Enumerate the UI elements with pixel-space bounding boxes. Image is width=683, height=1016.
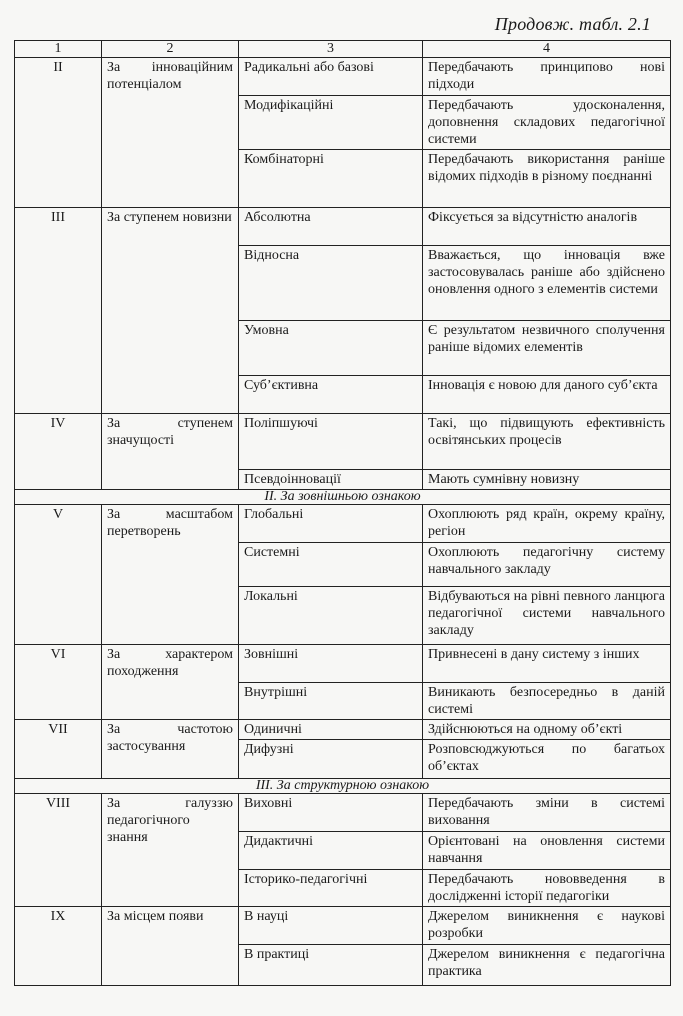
innovation-type: Умовна [239, 321, 423, 376]
innovation-type: Одиничні [239, 720, 423, 740]
innovation-description: Є результатом незвичного сполучення раніше відомих елементів [423, 321, 671, 376]
innovation-type: Абсолютна [239, 208, 423, 246]
innovation-description: Передбачають використання раніше відомих підходів в різному поєднанні [423, 150, 671, 208]
innovation-classification-table [14, 40, 671, 986]
section-heading-row [15, 779, 671, 794]
column-header-2: 2 [102, 41, 239, 58]
table-row [15, 414, 671, 470]
innovation-type: Псевдоінновації [239, 470, 423, 490]
classification-criterion: За частотою застосування [102, 720, 239, 779]
innovation-description: Передбачають нововведення в дослідженні історії педагогіки [423, 870, 671, 907]
classification-criterion: За місцем появи [102, 907, 239, 986]
innovation-description: Мають сумнівну новизну [423, 470, 671, 490]
innovation-description: Охоплюють ряд країн, окрему країну, регіон [423, 505, 671, 543]
classification-criterion: За галуззю педагогічного знання [102, 794, 239, 907]
table-row [15, 505, 671, 543]
innovation-type: В науці [239, 907, 423, 945]
innovation-description: Передбачають зміни в системі виховання [423, 794, 671, 832]
group-number: IV [15, 414, 102, 490]
section-heading: II. За зовнішньою ознакою [15, 490, 671, 505]
innovation-description: Передбачають удосконалення, доповнення складових педагогічної системи [423, 96, 671, 150]
innovation-type: Системні [239, 543, 423, 587]
innovation-type: Відносна [239, 246, 423, 321]
innovation-description: Вважається, що інновація вже застосовувалась раніше або здійснено оновлення одного з елементів системи [423, 246, 671, 321]
innovation-description: Розповсюджуються по багатьох об’єктах [423, 740, 671, 779]
group-number: VI [15, 645, 102, 720]
table-row [15, 794, 671, 832]
classification-criterion: За характером походження [102, 645, 239, 720]
innovation-description: Відбуваються на рівні певного ланцюга педагогічної системи навчального закладу [423, 587, 671, 645]
innovation-description: Привнесені в дану систему з інших [423, 645, 671, 683]
table-row [15, 645, 671, 683]
classification-criterion: За ступенем новизни [102, 208, 239, 414]
innovation-type: Суб’єктивна [239, 376, 423, 414]
group-number: VIII [15, 794, 102, 907]
classification-criterion: За ступенем значущості [102, 414, 239, 490]
innovation-description: Джерелом виникнення є педагогічна практика [423, 945, 671, 986]
innovation-description: Інновація є новою для даного суб’єкта [423, 376, 671, 414]
table-row [15, 720, 671, 740]
innovation-description: Передбачають принципово нові підходи [423, 58, 671, 96]
innovation-description: Фіксується за відсутністю аналогів [423, 208, 671, 246]
group-number: III [15, 208, 102, 414]
innovation-type: Поліпшуючі [239, 414, 423, 470]
group-number: IX [15, 907, 102, 986]
innovation-type: Дидактичні [239, 832, 423, 870]
column-header-1: 1 [15, 41, 102, 58]
innovation-description: Виникають безпосередньо в даній системі [423, 683, 671, 720]
table-row [15, 208, 671, 246]
header-row [15, 41, 671, 58]
innovation-type: Локальні [239, 587, 423, 645]
innovation-type: Радикальні або базові [239, 58, 423, 96]
innovation-description: Здійснюються на одному об’єкті [423, 720, 671, 740]
classification-criterion: За інноваційним потенціалом [102, 58, 239, 208]
innovation-type: Глобальні [239, 505, 423, 543]
section-heading-row [15, 490, 671, 505]
column-header-4: 4 [423, 41, 671, 58]
column-header-3: 3 [239, 41, 423, 58]
table-continuation-caption: Продовж. табл. 2.1 [494, 14, 651, 34]
innovation-description: Орієнтовані на оновлення системи навчання [423, 832, 671, 870]
group-number: V [15, 505, 102, 645]
innovation-description: Джерелом виникнення є наукові розробки [423, 907, 671, 945]
group-number: VII [15, 720, 102, 779]
innovation-type: В практиці [239, 945, 423, 986]
group-number: II [15, 58, 102, 208]
innovation-description: Охоплюють педагогічну систему навчального закладу [423, 543, 671, 587]
innovation-type: Модифікаційні [239, 96, 423, 150]
innovation-type: Комбінаторні [239, 150, 423, 208]
table-row [15, 907, 671, 945]
innovation-type: Виховні [239, 794, 423, 832]
table-row [15, 58, 671, 96]
innovation-description: Такі, що підвищують ефективність освітянських процесів [423, 414, 671, 470]
classification-criterion: За масштабом перетворень [102, 505, 239, 645]
innovation-type: Зовнішні [239, 645, 423, 683]
innovation-type: Історико-педагогічні [239, 870, 423, 907]
innovation-type: Дифузні [239, 740, 423, 779]
innovation-type: Внутрішні [239, 683, 423, 720]
section-heading: III. За структурною ознакою [15, 779, 671, 794]
